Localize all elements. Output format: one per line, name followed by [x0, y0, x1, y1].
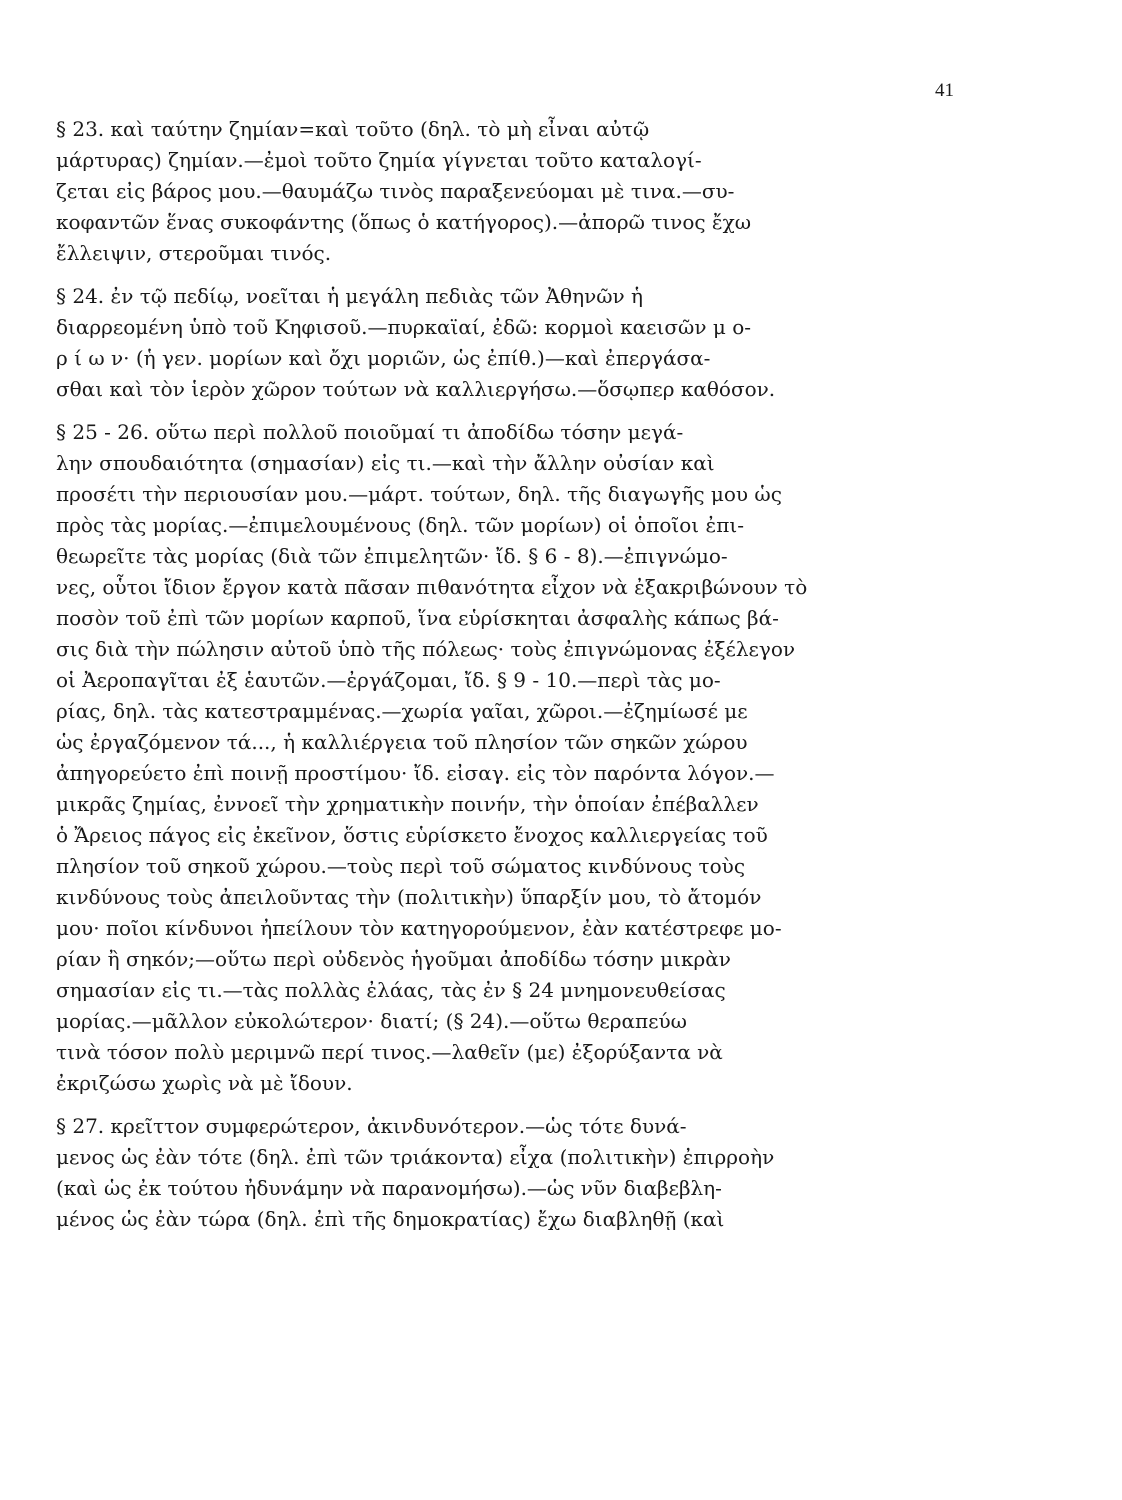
text-line: § 24. ἐν τῷ πεδίῳ, νοεῖται ἡ μεγάλη πεδιὰς τῶν Ἀθηνῶν ἡ [56, 284, 644, 308]
text-line: μένος ὡς ἐὰν τώρα (δηλ. ἐπὶ τῆς δημοκρατίας) ἔχω διαβληθῇ (καὶ [56, 1207, 725, 1231]
paragraph-section-27 [56, 1111, 968, 1235]
text-line: οἱ Ἀεροπαγῖται ἐξ ἑαυτῶν.—ἐργάζομαι, ἴδ. § 9 - 10.—περὶ τὰς μο- [56, 668, 721, 692]
paragraph-section-23 [56, 114, 968, 269]
text-line: κινδύνους τοὺς ἀπειλοῦντας τὴν (πολιτικὴν) ὕπαρξίν μου, τὸ ἄτομόν [56, 885, 762, 909]
text-line: § 25 - 26. οὕτω περὶ πολλοῦ ποιοῦμαί τι ἀποδίδω τόσην μεγά- [56, 420, 684, 444]
text-line: λην σπουδαιότητα (σημασίαν) εἰς τι.—καὶ τὴν ἄλλην οὐσίαν καὶ [56, 451, 715, 475]
text-line: (καὶ ὡς ἐκ τούτου ἠδυνάμην νὰ παρανομήσω).—ὡς νῦν διαβεβλη- [56, 1176, 722, 1200]
text-line: μενος ὡς ἐὰν τότε (δηλ. ἐπὶ τῶν τριάκοντα) εἶχα (πολιτικὴν) ἐπιρροὴν [56, 1145, 775, 1169]
text-line: νες, οὗτοι ἴδιον ἔργον κατὰ πᾶσαν πιθανότητα εἶχον νὰ ἐξακριβώνουν τὸ [56, 575, 808, 599]
text-line: ἐκριζώσω χωρὶς νὰ μὲ ἴδουν. [56, 1071, 353, 1095]
text-line: σις διὰ τὴν πώλησιν αὐτοῦ ὑπὸ τῆς πόλεως· τοὺς ἐπιγνώμονας ἐξέλεγον [56, 637, 796, 661]
text-line: σημασίαν εἰς τι.—τὰς πολλὰς ἐλάας, τὰς ἐν § 24 μνημονευθείσας [56, 978, 726, 1002]
text-line: ρ ί ω ν· (ἡ γεν. μορίων καὶ ὄχι μοριῶν, ὡς ἐπίθ.)—καὶ ἐπεργάσα- [56, 346, 711, 370]
text-line: τινὰ τόσον πολὺ μεριμνῶ περί τινος.—λαθεῖν (με) ἐξορύξαντα νὰ [56, 1040, 723, 1064]
text-line: ἔλλειψιν, στεροῦμαι τινός. [56, 241, 332, 265]
commentary-body [56, 114, 968, 1235]
page-number: 41 [935, 80, 954, 101]
text-line: πρὸς τὰς μορίας.—ἐπιμελουμένους (δηλ. τῶν μορίων) οἱ ὁποῖοι ἐπι- [56, 513, 744, 537]
text-line: § 27. κρεῖττον συμφερώτερον, ἀκινδυνότερον.—ὡς τότε δυνά- [56, 1114, 687, 1138]
paragraph-section-25-26 [56, 417, 968, 1099]
text-line: μάρτυρας) ζημίαν.—ἐμοὶ τοῦτο ζημία γίγνεται τοῦτο καταλογί- [56, 148, 702, 172]
text-line: ρίαν ἢ σηκόν;—οὕτω περὶ οὐδενὸς ἡγοῦμαι ἀποδίδω τόσην μικρὰν [56, 947, 731, 971]
text-line: μικρᾶς ζημίας, ἐννοεῖ τὴν χρηματικὴν ποινήν, τὴν ὁποίαν ἐπέβαλλεν [56, 792, 759, 816]
text-line: προσέτι τὴν περιουσίαν μου.—μάρτ. τούτων, δηλ. τῆς διαγωγῆς μου ὡς [56, 482, 782, 506]
text-line: πλησίον τοῦ σηκοῦ χώρου.—τοὺς περὶ τοῦ σώματος κινδύνους τοὺς [56, 854, 746, 878]
text-line: ἀπηγορεύετο ἐπὶ ποινῇ προστίμου· ἴδ. εἰσαγ. εἰς τὸν παρόντα λόγον.— [56, 761, 775, 785]
text-line: διαρρεομένη ὑπὸ τοῦ Κηφισοῦ.—πυρκαϊαί, ἐδῶ: κορμοὶ καεισῶν μ ο- [56, 315, 751, 339]
text-line: ὡς ἐργαζόμενον τά..., ἡ καλλιέργεια τοῦ πλησίον τῶν σηκῶν χώρου [56, 730, 748, 754]
text-line: θεωρεῖτε τὰς μορίας (διὰ τῶν ἐπιμελητῶν· ἴδ. § 6 - 8).—ἐπιγνώμο- [56, 544, 728, 568]
text-line: μορίας.—μᾶλλον εὐκολώτερον· διατί; (§ 24).—οὕτω θεραπεύω [56, 1009, 687, 1033]
text-line: ποσὸν τοῦ ἐπὶ τῶν μορίων καρποῦ, ἵνα εὑρίσκηται ἀσφαλὴς κάπως βά- [56, 606, 779, 630]
text-line: ρίας, δηλ. τὰς κατεστραμμένας.—χωρία γαῖαι, χῶροι.—ἐζημίωσέ με [56, 699, 748, 723]
text-line: § 23. καὶ ταύτην ζημίαν=καὶ τοῦτο (δηλ. τὸ μὴ εἶναι αὐτῷ [56, 117, 650, 141]
text-line: σθαι καὶ τὸν ἱερὸν χῶρον τούτων νὰ καλλιεργήσω.—ὅσῳπερ καθόσον. [56, 377, 776, 401]
text-line: κοφαντῶν ἕνας συκοφάντης (ὅπως ὁ κατήγορος).—ἀπορῶ τινος ἔχω [56, 210, 752, 234]
paragraph-section-24 [56, 281, 968, 405]
text-line: μου· ποῖοι κίνδυνοι ἠπείλουν τὸν κατηγορούμενον, ἐὰν κατέστρεφε μο- [56, 916, 782, 940]
text-line: ζεται εἰς βάρος μου.—θαυμάζω τινὸς παραξενεύομαι μὲ τινα.—συ- [56, 179, 735, 203]
text-line: ὁ Ἄρειος πάγος εἰς ἐκεῖνον, ὅστις εὑρίσκετο ἔνοχος καλλιεργείας τοῦ [56, 823, 768, 847]
